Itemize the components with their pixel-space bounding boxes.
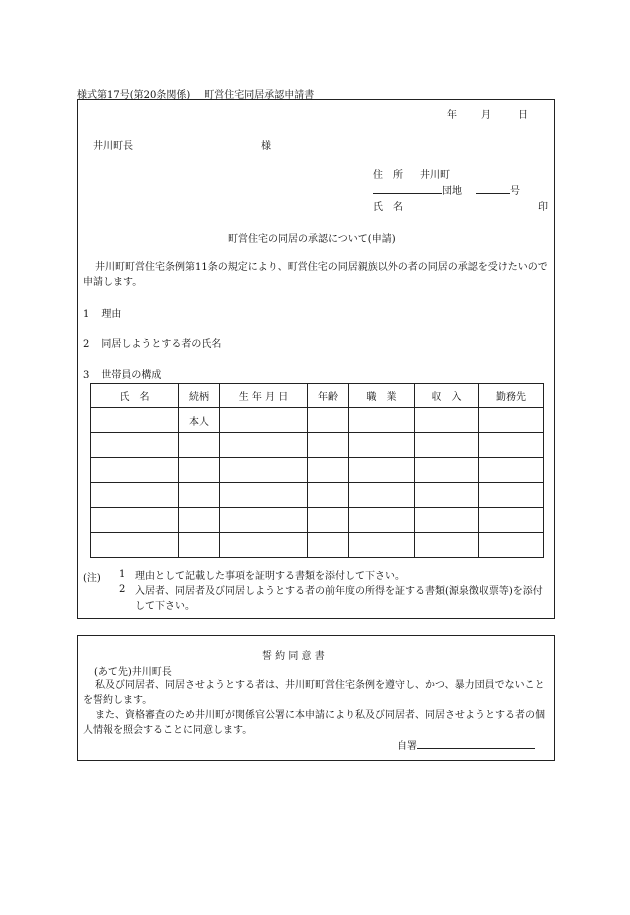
table-cell[interactable] [415,533,479,558]
body-text: 井川町町営住宅条例第11条の規定により、町営住宅の同居親族以外の者の同居の承認を受けたいので申請します。 [83,262,548,288]
table-cell[interactable] [179,433,220,458]
table-cell[interactable] [349,433,415,458]
table-cell[interactable] [91,483,179,508]
table-cell[interactable] [308,433,349,458]
note-1-text: 理由として記載した事項を証明する書類を添付して下さい。 [135,571,405,582]
header-name: 氏 名 [91,384,179,408]
table-cell[interactable] [349,483,415,508]
table-cell[interactable] [479,508,544,533]
signature-line [397,737,535,752]
table-cell[interactable] [479,433,544,458]
table-cell[interactable] [415,483,479,508]
table-cell[interactable] [220,458,308,483]
addressee-honorific: 様 [261,141,271,152]
table-cell[interactable] [179,458,220,483]
table-cell[interactable] [308,458,349,483]
note-number: 2 [119,584,126,595]
date-month: 月 [481,110,491,121]
table-header-row [91,384,544,408]
table-row [91,433,544,458]
table-cell: 本人 [179,408,220,433]
application-form [77,99,555,619]
pledge-addressee: (あて先)井川町長 [94,667,172,678]
item-label: 世帯員の構成 [101,370,162,381]
header-relation: 続柄 [179,384,220,408]
subject: 町営住宅の同居の承認について(申請) [228,234,396,245]
item-number: 3 [83,370,90,381]
address-value: 井川町 [420,170,450,181]
table-cell[interactable] [415,433,479,458]
address-label: 住 所 [373,170,403,181]
table-cell[interactable] [479,483,544,508]
table-cell[interactable] [91,433,179,458]
table-cell[interactable] [308,408,349,433]
table-cell[interactable] [220,483,308,508]
table-cell[interactable] [415,508,479,533]
table-row [91,458,544,483]
table-cell[interactable] [415,458,479,483]
table-cell[interactable] [308,483,349,508]
date-day: 日 [518,110,528,121]
note-2-text: 入居者、同居者及び同居しようとする者の前年度の所得を証する書類(源泉徴収票等)を添付して下さい。 [135,586,543,612]
table-cell[interactable] [349,458,415,483]
item-3 [83,366,161,381]
table-cell[interactable] [308,508,349,533]
addressee-name: 井川町長 [93,141,133,152]
name-label: 氏 名 [373,202,403,213]
table-row [91,508,544,533]
table-cell[interactable] [179,483,220,508]
pledge-paragraph-1: 私及び同居者、同居させようとする者は、井川町町営住宅条例を遵守し、かつ、暴力団員でないことを誓約します。 [83,680,545,706]
table-cell[interactable] [349,533,415,558]
pledge-title: 誓 約 同 意 書 [262,651,325,662]
header-income: 収 入 [415,384,479,408]
table-row [91,408,544,433]
pledge-paragraph-2: また、資格審査のため井川町が関係官公署に本申請により私及び同居者、同居させようとする者の個人情報を照会することに同意します。 [83,710,545,736]
item-1 [83,305,121,320]
table-cell[interactable] [349,508,415,533]
table-cell[interactable] [349,408,415,433]
table-cell[interactable] [308,533,349,558]
table-cell[interactable] [479,533,544,558]
table-cell[interactable] [179,508,220,533]
signature-blank[interactable] [417,738,535,749]
header-birthdate: 生 年 月 日 [220,384,308,408]
note-number: 1 [119,569,126,580]
seal-mark: 印 [538,202,548,213]
table-cell[interactable] [220,433,308,458]
table-cell[interactable] [479,458,544,483]
go-blank[interactable] [476,183,510,194]
address-line [373,182,520,197]
table-cell[interactable] [91,458,179,483]
pledge-consent-form [77,635,555,761]
form-number: 様式第17号(第20条関係) [77,90,191,101]
item-label: 同居しようとする者の氏名 [101,339,222,350]
go-label: 号 [510,186,520,197]
table-cell[interactable] [91,508,179,533]
table-cell[interactable] [179,533,220,558]
table-cell[interactable] [91,408,179,433]
table-cell[interactable] [220,408,308,433]
table-cell[interactable] [220,533,308,558]
table-cell[interactable] [415,408,479,433]
table-cell[interactable] [479,408,544,433]
header-occupation: 職 業 [349,384,415,408]
header-age: 年齢 [308,384,349,408]
danchi-blank[interactable] [373,183,442,194]
table-row [91,533,544,558]
danchi-label: 団地 [442,186,462,197]
household-table [90,383,544,558]
form-title: 町営住宅同居承認申請書 [204,90,315,101]
item-2 [83,335,221,350]
item-number: 2 [83,339,90,350]
table-row [91,483,544,508]
table-cell[interactable] [220,508,308,533]
table-cell[interactable] [91,533,179,558]
signature-label: 自署 [397,741,417,752]
item-number: 1 [83,309,90,320]
date-year: 年 [447,110,457,121]
item-label: 理由 [101,309,122,320]
notes-label: (注) [83,573,101,584]
header-workplace: 勤務先 [479,384,544,408]
